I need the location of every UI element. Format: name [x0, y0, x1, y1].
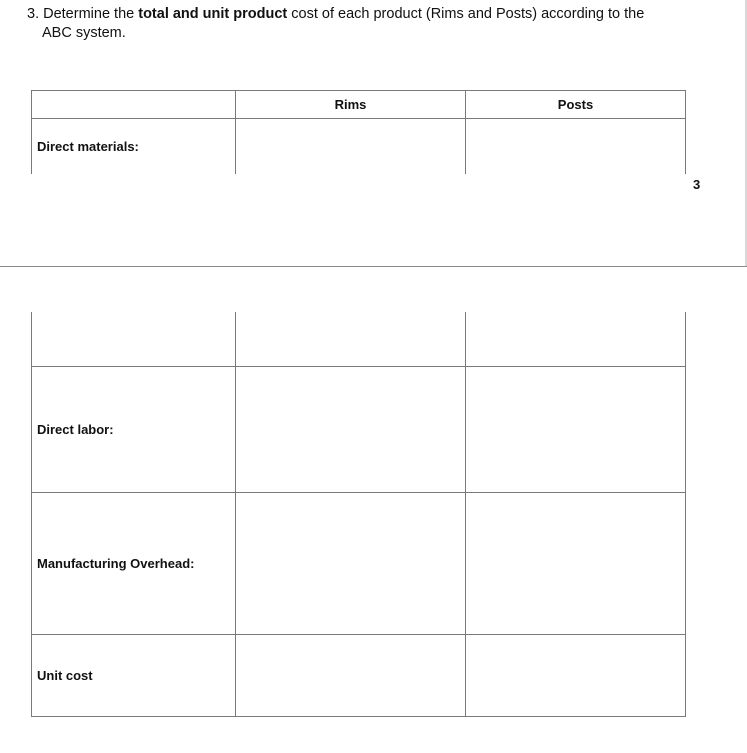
label-manufacturing-overhead: Manufacturing Overhead: [32, 493, 236, 635]
cell-dm-rims[interactable] [236, 119, 466, 175]
header-rims: Rims [236, 91, 466, 119]
table-row-manufacturing-overhead [32, 493, 686, 635]
cell-dl-posts[interactable] [466, 367, 686, 493]
cost-table-top [31, 90, 686, 174]
question-prefix: 3. Determine the [27, 6, 139, 22]
label-direct-materials: Direct materials: [32, 119, 236, 175]
cell-cont-rims[interactable] [236, 312, 466, 367]
table-header-row [32, 91, 686, 119]
page-break-divider [0, 266, 747, 267]
cell-cont-posts[interactable] [466, 312, 686, 367]
page-number: 3 [693, 177, 701, 192]
header-posts: Posts [466, 91, 686, 119]
cell-dm-posts[interactable] [466, 119, 686, 175]
cell-mo-rims[interactable] [236, 493, 466, 635]
label-unit-cost: Unit cost [32, 635, 236, 717]
question-line2: ABC system. [42, 25, 126, 41]
label-direct-labor: Direct labor: [32, 367, 236, 493]
cell-mo-posts[interactable] [466, 493, 686, 635]
cell-cont-label [32, 312, 236, 367]
cost-table-bottom [31, 312, 686, 717]
table-row-continued [32, 312, 686, 367]
question-bold: total and unit product [138, 6, 288, 22]
cell-dl-rims[interactable] [236, 367, 466, 493]
question-suffix: cost of each product (Rims and Posts) according to the [287, 6, 645, 22]
header-blank [32, 91, 236, 119]
table-row-unit-cost [32, 635, 686, 717]
cell-uc-posts[interactable] [466, 635, 686, 717]
cell-uc-rims[interactable] [236, 635, 466, 717]
question-text [27, 5, 707, 43]
table-row-direct-materials [32, 119, 686, 175]
table-row-direct-labor [32, 367, 686, 493]
